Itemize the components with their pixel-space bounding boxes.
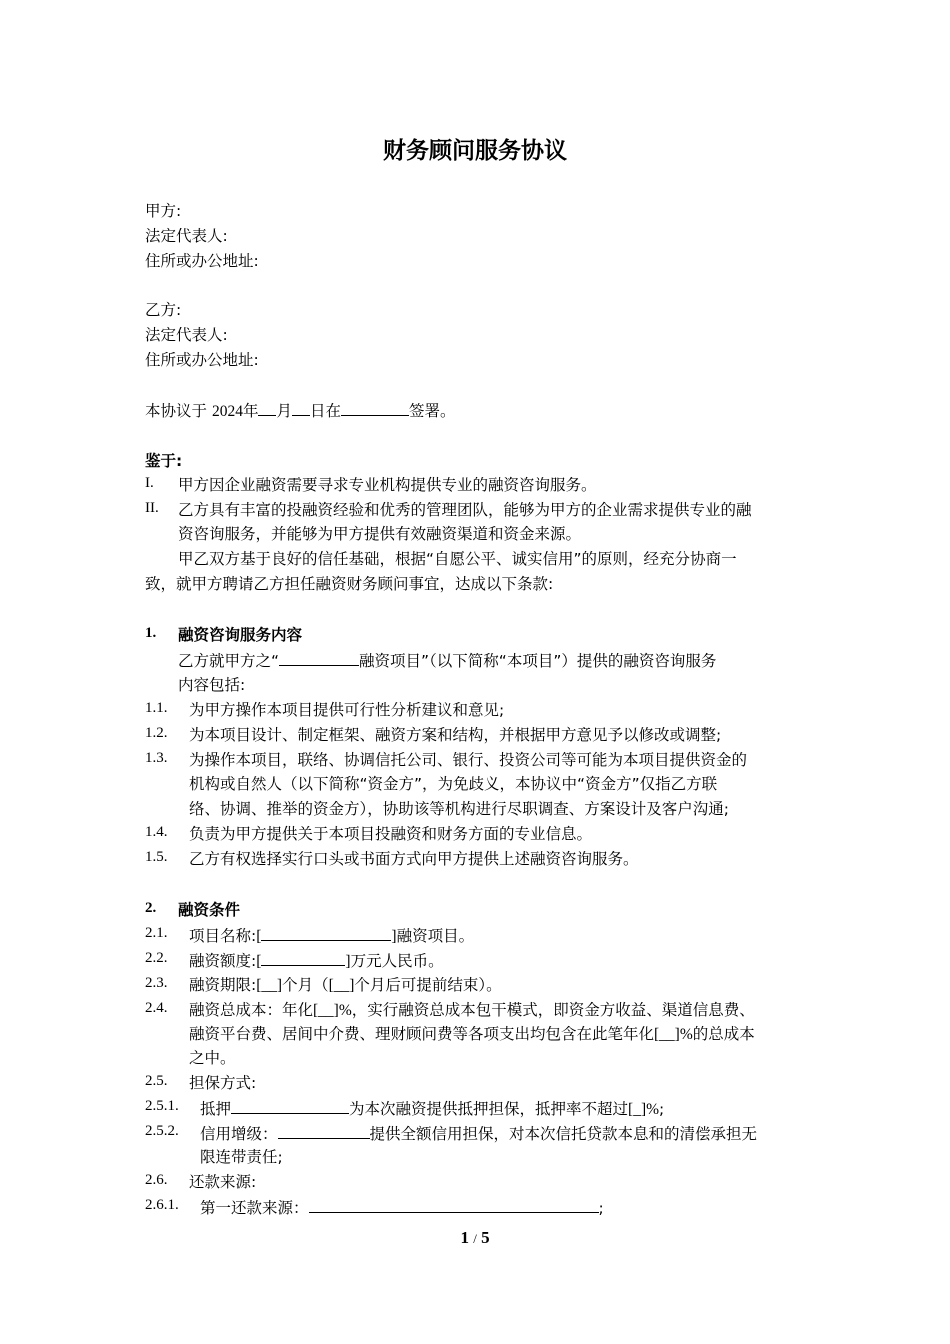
clause-text-part: 的总成本 [692, 1025, 755, 1043]
clause-suffix: 为本次融资提供抵押担保，抵押率不超过 [349, 1100, 629, 1118]
project-name-field [261, 923, 391, 941]
clause-text-part: 融资平台费、居间中介费、理财顾问费等各项支出均包含在此笔年化 [189, 1025, 655, 1043]
clause-number: 2.4. [145, 1000, 168, 1016]
clause-text [200, 1096, 664, 1119]
clause-text: 机构或自然人（以下简称“资金方”，为免歧义，本协议中“资金方”仅指乙方联 [189, 775, 718, 793]
clause-number: 1.3. [145, 750, 168, 766]
party-b-label: 乙方: [145, 301, 182, 319]
clause-number: 2.2. [145, 950, 168, 966]
clause-number: 1.5. [145, 849, 168, 865]
section1-intro-prefix: 乙方就甲方之“ [178, 652, 280, 670]
signing-day-at: 日在 [309, 402, 341, 420]
clause-text [189, 948, 444, 971]
clause-number: 2.6. [145, 1172, 168, 1188]
clause-text: 为本项目设计、制定框架、融资方案和结构，并根据甲方意见予以修改或调整; [189, 726, 722, 744]
clause-text-part: ，实行融资总成本包干模式，即资金方收益、渠道信息费、 [351, 1001, 755, 1019]
signing-year: 2024 [211, 403, 243, 420]
clause-suffix: 提供全额信用担保，对本次信托贷款本息和的清偿承担无 [369, 1125, 758, 1143]
clause-text [189, 973, 502, 995]
clause-end: ; [598, 1199, 604, 1217]
page-title: 财务顾问服务协议 [383, 138, 567, 164]
clause-text: 限连带责任; [200, 1148, 283, 1166]
signing-line [145, 398, 456, 424]
rate-field: [__]% [313, 1002, 352, 1019]
section-number: 2. [145, 900, 157, 916]
clause-text: 为甲方操作本项目提供可行性分析建议和意见; [189, 701, 505, 719]
rate-field: [_]% [628, 1101, 660, 1118]
page-separator: / [473, 1231, 477, 1246]
clause-number: 2.5.2. [145, 1123, 179, 1139]
signing-year-suffix: 年 [242, 402, 259, 420]
whereas-item-num: I. [145, 475, 154, 491]
clause-text: 担保方式: [189, 1074, 257, 1092]
clause-end: ; [659, 1100, 665, 1118]
place-blank [341, 398, 409, 416]
section1-intro-line2: 内容包括: [178, 676, 246, 694]
clause-label: 融资额度: [189, 952, 257, 970]
clause-text: 还款来源: [189, 1173, 257, 1191]
clause-number: 2.1. [145, 925, 168, 941]
signing-signed: 签署。 [409, 402, 456, 420]
page-total: 5 [481, 1228, 490, 1247]
day-blank [292, 398, 310, 416]
clause-number: 1.2. [145, 725, 168, 741]
section-heading: 融资咨询服务内容 [178, 626, 303, 644]
month-blank [258, 398, 276, 416]
signing-month: 月 [276, 402, 292, 420]
bracket-open: [ [256, 928, 262, 945]
page-current: 1 [460, 1228, 469, 1247]
clause-label: 项目名称: [189, 927, 257, 945]
whereas-item-line: 甲方因企业融资需要寻求专业机构提供专业的融资咨询服务。 [178, 476, 597, 494]
clause-text: 之中。 [189, 1049, 236, 1067]
clause-text [200, 1121, 757, 1144]
signing-prefix: 本协议于 [145, 402, 208, 420]
rate-field: [__]% [654, 1026, 693, 1043]
clause-text [189, 1022, 755, 1044]
clause-number: 2.3. [145, 975, 168, 991]
term-field: [__] [256, 977, 283, 994]
clause-text: 为操作本项目，联络、协调信托公司、银行、投资公司等可能为本项目提供资金的 [189, 751, 748, 769]
party-b-address-label: 住所或办公地址: [145, 351, 259, 369]
whereas-item-line: 乙方具有丰富的投融资经验和优秀的管理团队，能够为甲方的企业需求提供专业的融 [178, 501, 752, 519]
term-field: [__] [328, 977, 355, 994]
clause-suffix: 万元人民币。 [350, 952, 444, 970]
project-name-blank [279, 648, 359, 666]
party-a-label: 甲方: [145, 202, 182, 220]
whereas-item-num: II. [145, 500, 159, 516]
bracket-open: [ [256, 953, 262, 970]
clause-text-part: 融资总成本：年化 [189, 1001, 314, 1019]
guarantor-field [278, 1121, 370, 1139]
clause-number: 2.5.1. [145, 1098, 179, 1114]
collateral-field [231, 1096, 349, 1114]
clause-number: 1.4. [145, 824, 168, 840]
clause-text [200, 1195, 604, 1218]
clause-label: 抵押 [200, 1100, 232, 1118]
party-a-address-label: 住所或办公地址: [145, 252, 259, 270]
clause-suffix: 融资项目。 [396, 927, 475, 945]
whereas-heading: 鉴于: [145, 452, 183, 470]
clause-number: 1.1. [145, 700, 168, 716]
clause-number: 2.6.1. [145, 1197, 179, 1213]
amount-field [261, 948, 345, 966]
clause-suffix: 个月后可提前结束）。 [354, 976, 502, 994]
whereas-paragraph-line: 甲乙双方基于良好的信任基础，根据“自愿公平、诚实信用”的原则，经充分协商一 [178, 550, 737, 568]
clause-text [189, 998, 755, 1020]
page-number [0, 1228, 950, 1248]
clause-number: 2.5. [145, 1073, 168, 1089]
party-b-rep-label: 法定代表人: [145, 326, 228, 344]
whereas-paragraph-line: 致，就甲方聘请乙方担任融资财务顾问事宜，达成以下条款: [145, 575, 554, 593]
bracket-close: ] [391, 928, 397, 945]
bracket-close: ] [345, 953, 351, 970]
clause-mid: 个月（ [282, 976, 329, 994]
clause-label: 信用增级： [200, 1125, 278, 1143]
clause-text: 乙方有权选择实行口头或书面方式向甲方提供上述融资咨询服务。 [189, 850, 639, 868]
section-number: 1. [145, 625, 157, 641]
section1-intro-suffix: 融资项目”（以下简称“本项目”）提供的融资咨询服务 [359, 652, 717, 670]
section-heading: 融资条件 [178, 901, 241, 919]
party-a-rep-label: 法定代表人: [145, 227, 228, 245]
clause-label: 第一还款来源： [200, 1199, 309, 1217]
section1-intro [178, 648, 716, 671]
clause-text: 络、协调、推举的资金方），协助该等机构进行尽职调查、方案设计及客户沟通; [189, 800, 729, 818]
clause-text [189, 923, 474, 946]
repayment-source-field [309, 1195, 599, 1213]
clause-label: 融资期限: [189, 976, 257, 994]
whereas-item-line: 资咨询服务，并能够为甲方提供有效融资渠道和资金来源。 [178, 525, 582, 543]
clause-text: 负责为甲方提供关于本项目投融资和财务方面的专业信息。 [189, 825, 593, 843]
